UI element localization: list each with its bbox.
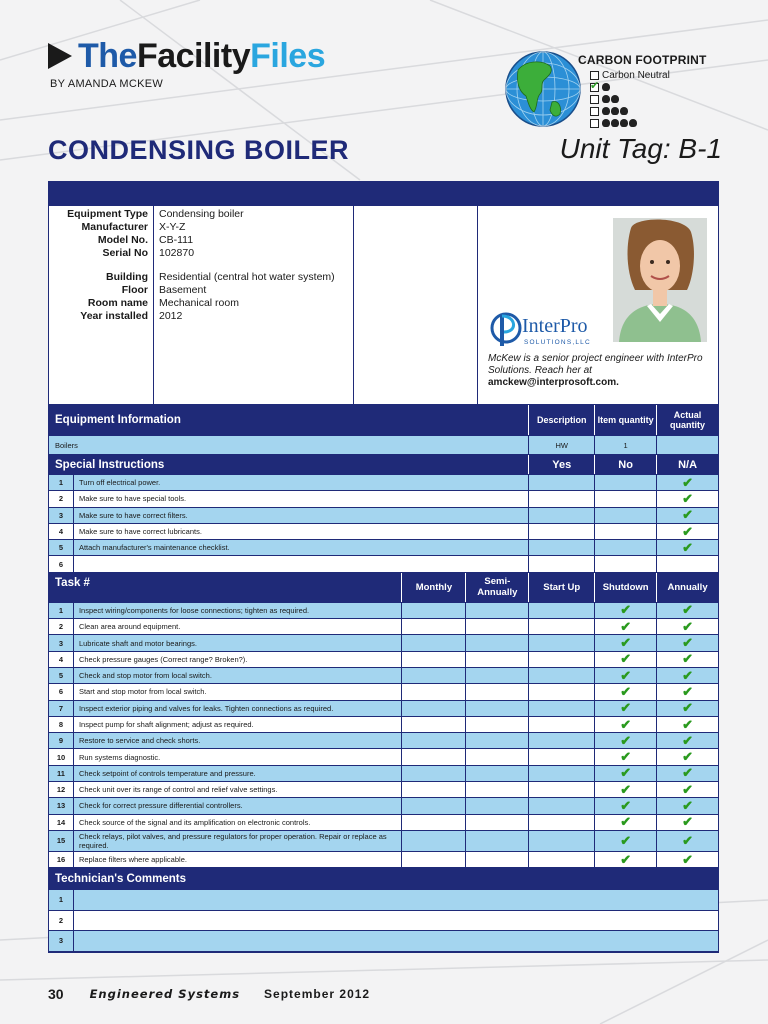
task-text: Inspect wiring/components for loose connections; tighten as required. [74, 603, 403, 618]
value-equipment-type: Condensing boiler [159, 208, 244, 220]
label-serial-no: Serial No [102, 247, 148, 259]
shutdown-cell[interactable]: ✔ [595, 619, 657, 634]
task-text: Check pressure gauges (Correct range? Broken?). [74, 652, 403, 667]
task-text: Clean area around equipment. [74, 619, 403, 634]
na-cell[interactable]: ✔ [682, 539, 693, 555]
footprint-icon [602, 119, 610, 127]
task-row [49, 684, 718, 700]
task-row [49, 749, 718, 765]
task-row [49, 798, 718, 814]
start-up-cell[interactable] [529, 749, 595, 764]
start-up-cell[interactable] [529, 652, 595, 667]
task-text: Check and stop motor from local switch. [74, 668, 403, 683]
semi-annually-cell[interactable] [466, 782, 529, 797]
start-up-cell[interactable] [529, 717, 595, 732]
task-number: 12 [49, 782, 74, 797]
footprint-icon [620, 107, 628, 115]
instruction-number: 5 [49, 540, 74, 555]
task-number: 7 [49, 701, 74, 716]
shutdown-cell[interactable]: ✔ [595, 782, 657, 797]
equipment-item-quantity: 1 [595, 436, 657, 454]
col-shutdown: Shutdown [595, 573, 657, 602]
instruction-text: Make sure to have special tools. [74, 491, 529, 506]
instruction-row [49, 508, 718, 524]
equipment-name: Boilers [49, 436, 529, 454]
task-text: Check relays, pilot valves, and pressure regulators for proper operation. Repair or replace as required. [74, 831, 403, 851]
comment-number: 1 [49, 890, 74, 910]
semi-annually-cell[interactable] [466, 652, 529, 667]
task-text: Check for correct pressure differential controllers. [74, 798, 403, 813]
na-cell[interactable]: ✔ [682, 523, 693, 539]
semi-annually-cell[interactable] [466, 701, 529, 716]
equipment-info-header [49, 405, 718, 436]
no-cell[interactable] [595, 540, 657, 555]
page-title: CONDENSING BOILER [48, 135, 350, 165]
page-number: 30 [48, 986, 64, 1002]
task-number: 16 [49, 852, 74, 867]
monthly-cell[interactable] [402, 668, 466, 683]
instruction-row [49, 540, 718, 556]
semi-annually-cell[interactable] [466, 766, 529, 781]
shutdown-cell[interactable]: ✔ [595, 733, 657, 748]
instruction-text: Make sure to have correct filters. [74, 508, 529, 523]
blank-column [354, 206, 478, 405]
carbon-level-0 [590, 69, 670, 81]
col-start-up: Start Up [529, 573, 595, 602]
start-up-cell[interactable] [529, 701, 595, 716]
equipment-info-title: Equipment Information [49, 405, 529, 435]
annually-cell[interactable]: ✔ [682, 765, 694, 781]
task-number: 9 [49, 733, 74, 748]
label-floor: Floor [121, 284, 148, 296]
label-equipment-type: Equipment Type [67, 208, 148, 220]
comment-number: 3 [49, 931, 74, 951]
task-number: 6 [49, 684, 74, 699]
start-up-cell[interactable] [529, 733, 595, 748]
author-email[interactable]: amckew@interprosoft.com. [488, 377, 619, 388]
footprint-icon [602, 107, 610, 115]
carbon-level-4 [590, 117, 638, 129]
annually-cell[interactable]: ✔ [682, 635, 694, 651]
task-text: Run systems diagnostic. [74, 749, 403, 764]
col-yes: Yes [529, 455, 595, 474]
monthly-cell[interactable] [402, 717, 466, 732]
equipment-labels [49, 206, 154, 405]
na-cell[interactable] [657, 556, 718, 571]
no-cell[interactable] [595, 524, 657, 539]
monthly-cell[interactable] [402, 766, 466, 781]
monthly-cell[interactable] [402, 852, 466, 867]
task-text: Check unit over its range of control and relief valve settings. [74, 782, 403, 797]
carbon-level-1 [590, 81, 611, 93]
label-building: Building [106, 271, 148, 283]
instruction-number: 3 [49, 508, 74, 523]
instruction-row [49, 524, 718, 540]
footprint-icon [602, 83, 610, 91]
start-up-cell[interactable] [529, 603, 595, 618]
monthly-cell[interactable] [402, 684, 466, 699]
yes-cell[interactable] [529, 508, 595, 523]
annually-cell[interactable]: ✔ [682, 814, 694, 830]
task-row [49, 852, 718, 868]
col-description: Description [529, 405, 595, 435]
start-up-cell[interactable] [529, 831, 595, 851]
start-up-cell[interactable] [529, 852, 595, 867]
semi-annually-cell[interactable] [466, 635, 529, 650]
shutdown-cell[interactable]: ✔ [595, 684, 657, 699]
footprint-icon [629, 119, 637, 127]
logo-text: TheFacilityFiles [78, 37, 326, 75]
interpro-sub: SOLUTIONS,LLC [524, 339, 591, 346]
shutdown-cell[interactable]: ✔ [595, 766, 657, 781]
annually-cell[interactable]: ✔ [682, 618, 694, 634]
label-room-name: Room name [87, 297, 148, 309]
shutdown-cell[interactable]: ✔ [595, 635, 657, 650]
monthly-cell[interactable] [402, 619, 466, 634]
shutdown-cell[interactable]: ✔ [595, 717, 657, 732]
task-text: Restore to service and check shorts. [74, 733, 403, 748]
special-instructions-title: Special Instructions [49, 455, 529, 474]
start-up-cell[interactable] [529, 782, 595, 797]
author-bio [488, 353, 713, 389]
comment-number: 2 [49, 911, 74, 931]
shutdown-cell[interactable]: ✔ [595, 668, 657, 683]
col-semi-annually: Semi-Annually [466, 573, 529, 602]
comment-field[interactable] [74, 890, 718, 910]
magazine-name: Engineered Systems [89, 987, 241, 1001]
col-actual-quantity: Actual quantity [670, 410, 706, 430]
col-item-quantity: Item quantity [595, 405, 657, 435]
semi-annually-cell[interactable] [466, 668, 529, 683]
annually-cell[interactable]: ✔ [682, 683, 694, 699]
no-cell[interactable] [595, 491, 657, 506]
semi-annually-cell[interactable] [466, 798, 529, 813]
instruction-row [49, 556, 718, 572]
task-number: 4 [49, 652, 74, 667]
task-number: 3 [49, 635, 74, 650]
maintenance-form [48, 181, 719, 953]
annually-cell[interactable]: ✔ [682, 798, 694, 813]
shutdown-cell[interactable]: ✔ [595, 852, 657, 867]
start-up-cell[interactable] [529, 668, 595, 683]
form-top-bar [49, 182, 718, 206]
task-row [49, 815, 718, 831]
annually-cell[interactable]: ✔ [682, 716, 694, 732]
instruction-row [49, 491, 718, 507]
instruction-number: 6 [49, 556, 74, 571]
footprint-icon [611, 95, 619, 103]
carbon-neutral-label: Carbon Neutral [602, 69, 670, 81]
instruction-text: Make sure to have correct lubricants. [74, 524, 529, 539]
task-row [49, 717, 718, 733]
yes-cell[interactable] [529, 540, 595, 555]
monthly-cell[interactable] [402, 635, 466, 650]
footprint-icon [602, 95, 610, 103]
start-up-cell[interactable] [529, 798, 595, 813]
yes-cell[interactable] [529, 524, 595, 539]
annually-cell[interactable]: ✔ [682, 781, 694, 797]
semi-annually-cell[interactable] [466, 749, 529, 764]
task-number: 5 [49, 668, 74, 683]
start-up-cell[interactable] [529, 815, 595, 830]
instruction-text [74, 556, 529, 571]
na-cell[interactable]: ✔ [682, 490, 693, 506]
task-text: Lubricate shaft and motor bearings. [74, 635, 403, 650]
comment-field[interactable] [74, 911, 718, 931]
semi-annually-cell[interactable] [466, 733, 529, 748]
start-up-cell[interactable] [529, 635, 595, 650]
semi-annually-cell[interactable] [466, 619, 529, 634]
interpro-logo [488, 306, 618, 350]
task-text: Start and stop motor from local switch. [74, 684, 403, 699]
label-year-installed: Year installed [80, 310, 148, 322]
comments-header [49, 868, 718, 890]
semi-annually-cell[interactable] [466, 831, 529, 851]
task-row [49, 782, 718, 798]
monthly-cell[interactable] [402, 782, 466, 797]
checkbox-checked-icon [590, 83, 599, 92]
comment-row [49, 911, 718, 932]
globe-icon [504, 50, 582, 128]
shutdown-cell[interactable]: ✔ [595, 815, 657, 830]
task-number: 2 [49, 619, 74, 634]
no-cell[interactable] [595, 556, 657, 571]
task-text: Check source of the signal and its amplification on electronic controls. [74, 815, 403, 830]
interpro-name: InterPro [522, 315, 588, 337]
annually-cell[interactable]: ✔ [682, 732, 694, 748]
monthly-cell[interactable] [402, 733, 466, 748]
equipment-description: HW [529, 436, 595, 454]
yes-cell[interactable] [529, 556, 595, 571]
task-row [49, 668, 718, 684]
start-up-cell[interactable] [529, 684, 595, 699]
task-row [49, 733, 718, 749]
page-footer [48, 986, 448, 1002]
equipment-row-boilers [49, 436, 718, 455]
value-manufacturer: X-Y-Z [159, 221, 186, 233]
task-number: 13 [49, 798, 74, 813]
semi-annually-cell[interactable] [466, 852, 529, 867]
annually-cell[interactable]: ✔ [682, 651, 694, 667]
checkbox-icon [590, 107, 599, 116]
monthly-cell[interactable] [402, 652, 466, 667]
value-year-installed: 2012 [159, 310, 183, 322]
col-no: No [595, 455, 657, 474]
footprint-icon [620, 119, 628, 127]
annually-cell[interactable]: ✔ [682, 667, 694, 683]
yes-cell[interactable] [529, 475, 595, 490]
monthly-cell[interactable] [402, 831, 466, 851]
instruction-number: 1 [49, 475, 74, 490]
monthly-cell[interactable] [402, 798, 466, 813]
instruction-row [49, 475, 718, 491]
author-panel [478, 206, 719, 405]
col-annually: Annually [667, 581, 708, 593]
value-model-no: CB-111 [159, 234, 194, 246]
footprint-icon [611, 119, 619, 127]
annually-cell[interactable]: ✔ [682, 832, 694, 848]
no-cell[interactable] [595, 508, 657, 523]
comment-row [49, 931, 718, 952]
semi-annually-cell[interactable] [466, 717, 529, 732]
semi-annually-cell[interactable] [466, 684, 529, 699]
na-cell[interactable]: ✔ [682, 507, 693, 523]
instruction-number: 2 [49, 491, 74, 506]
tasks-header [49, 573, 718, 603]
task-text: Inspect exterior piping and valves for leaks. Tighten connections as required. [74, 701, 403, 716]
task-text: Inspect pump for shaft alignment; adjust as required. [74, 717, 403, 732]
task-number: 10 [49, 749, 74, 764]
task-row [49, 619, 718, 635]
author-photo [613, 218, 707, 342]
start-up-cell[interactable] [529, 619, 595, 634]
annually-cell[interactable]: ✔ [682, 749, 694, 765]
shutdown-cell[interactable]: ✔ [595, 798, 657, 813]
monthly-cell[interactable] [402, 603, 466, 618]
shutdown-cell[interactable]: ✔ [595, 652, 657, 667]
comment-field[interactable] [74, 931, 718, 951]
shutdown-cell[interactable]: ✔ [595, 749, 657, 764]
monthly-cell[interactable] [402, 749, 466, 764]
annually-cell[interactable]: ✔ [682, 851, 694, 867]
monthly-cell[interactable] [402, 815, 466, 830]
task-row [49, 701, 718, 717]
tasks-title: Task # [49, 573, 402, 602]
task-number: 15 [49, 831, 74, 851]
annually-cell[interactable]: ✔ [682, 602, 694, 618]
shutdown-cell[interactable]: ✔ [595, 603, 657, 618]
task-row [49, 652, 718, 668]
carbon-footprint-title: CARBON FOOTPRINT [578, 53, 707, 67]
issue-date: September 2012 [264, 987, 371, 1001]
yes-cell[interactable] [529, 491, 595, 506]
task-number: 14 [49, 815, 74, 830]
semi-annually-cell[interactable] [466, 815, 529, 830]
task-number: 1 [49, 603, 74, 618]
equipment-actual-quantity[interactable] [657, 436, 718, 454]
comments-title: Technician's Comments [55, 872, 186, 885]
equipment-values [154, 206, 354, 405]
task-number: 11 [49, 766, 74, 781]
special-instructions-header [49, 455, 718, 475]
annually-cell[interactable]: ✔ [682, 700, 694, 716]
carbon-level-3 [590, 105, 629, 117]
play-arrow-icon [48, 43, 72, 69]
monthly-cell[interactable] [402, 701, 466, 716]
instruction-text: Attach manufacturer's maintenance checklist. [74, 540, 529, 555]
no-cell[interactable] [595, 475, 657, 490]
value-serial-no: 102870 [159, 247, 195, 259]
semi-annually-cell[interactable] [466, 603, 529, 618]
task-text: Replace filters where applicable. [74, 852, 403, 867]
checkbox-icon [590, 95, 599, 104]
byline: BY AMANDA MCKEW [50, 78, 164, 90]
task-row [49, 831, 718, 852]
facility-files-logo [48, 36, 325, 76]
task-text: Check setpoint of controls temperature and pressure. [74, 766, 403, 781]
footprint-icon [611, 107, 619, 115]
author-bio-text: McKew is a senior project engineer with InterPro Solutions. Reach her at [488, 353, 703, 376]
label-manufacturer: Manufacturer [81, 221, 148, 233]
instruction-text: Turn off electrical power. [74, 475, 529, 490]
value-building: Residential (central hot water system) [159, 271, 335, 283]
carbon-level-2 [590, 93, 620, 105]
comment-row [49, 890, 718, 911]
instruction-number: 4 [49, 524, 74, 539]
value-room-name: Mechanical room [159, 297, 239, 309]
value-floor: Basement [159, 284, 207, 296]
checkbox-icon [590, 119, 599, 128]
label-model-no: Model No. [97, 234, 148, 246]
shutdown-cell[interactable]: ✔ [595, 831, 657, 851]
unit-tag: Unit Tag: B-1 [559, 133, 722, 164]
start-up-cell[interactable] [529, 766, 595, 781]
col-na: N/A [678, 458, 698, 471]
col-monthly: Monthly [402, 573, 466, 602]
task-row [49, 603, 718, 619]
shutdown-cell[interactable]: ✔ [595, 701, 657, 716]
equipment-details [49, 206, 718, 405]
task-row [49, 635, 718, 651]
task-row [49, 766, 718, 782]
na-cell[interactable]: ✔ [682, 474, 693, 490]
task-number: 8 [49, 717, 74, 732]
